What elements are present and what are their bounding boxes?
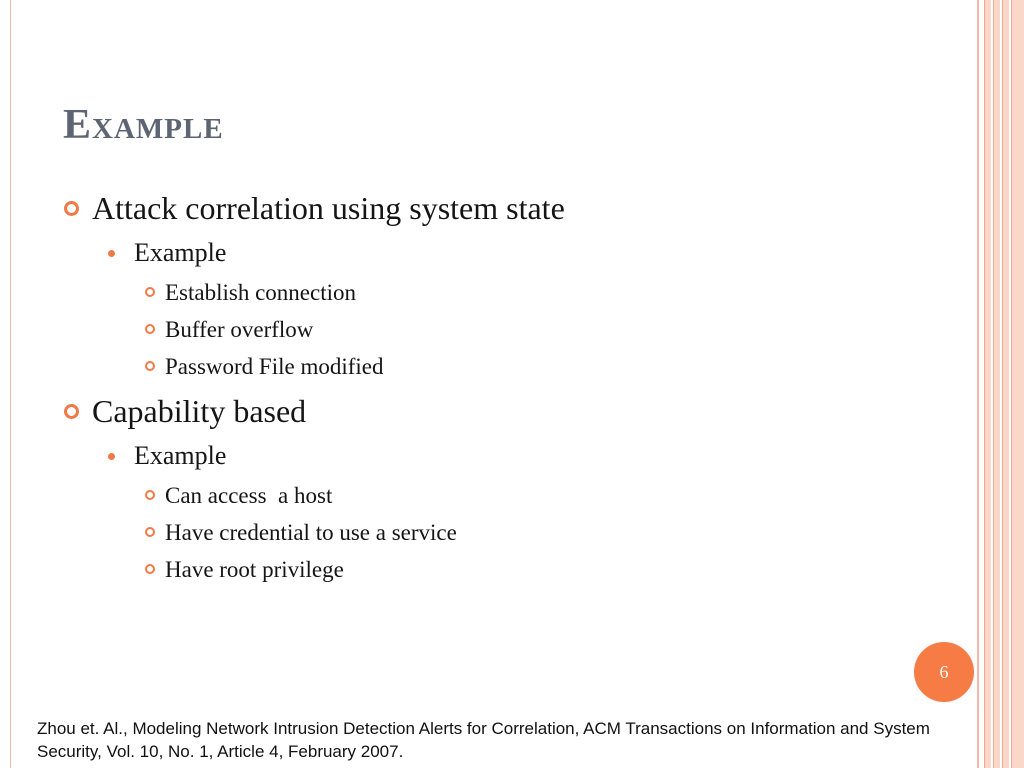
ring-bullet-icon — [64, 404, 79, 419]
right-border-line — [1002, 0, 1003, 768]
ring-bullet-icon — [64, 201, 79, 216]
bullet-level1: Capability based — [92, 393, 307, 429]
bullet-level3: Have credential to use a service — [165, 520, 457, 545]
bullet-level3: Have root privilege — [165, 557, 344, 582]
dot-bullet-icon — [108, 453, 115, 460]
right-border-line — [1011, 0, 1012, 768]
ring-bullet-icon — [145, 490, 155, 500]
dot-bullet-icon — [108, 250, 115, 257]
bullet-level1: Attack correlation using system state — [92, 190, 565, 226]
bullet-level3: Buffer overflow — [165, 317, 314, 342]
bullet-level3: Can access a host — [165, 483, 333, 508]
ring-bullet-icon — [145, 324, 155, 334]
bullet-level2: Example — [134, 238, 227, 267]
bullet-level3: Establish connection — [165, 280, 356, 305]
right-border-line — [984, 0, 985, 768]
right-border-band — [1003, 0, 1009, 768]
ring-bullet-icon — [145, 287, 155, 297]
right-border-line — [993, 0, 994, 768]
slide-title: Example — [63, 102, 224, 148]
left-border-line — [10, 0, 11, 768]
right-border-line — [977, 0, 979, 768]
right-border-band — [1012, 0, 1024, 768]
citation-footnote: Zhou et. Al., Modeling Network Intrusion Detection Alerts for Correlation, ACM Transactions on Information and System Security, Vol. 10, No. 1, Article 4, February 2007. — [37, 719, 930, 761]
bullet-level3: Password File modified — [165, 354, 384, 379]
ring-bullet-icon — [145, 527, 155, 537]
page-number-badge: 6 — [914, 642, 974, 702]
right-border-band — [994, 0, 1000, 768]
right-border-band — [985, 0, 991, 768]
bullet-level2: Example — [134, 441, 227, 470]
ring-bullet-icon — [145, 361, 155, 371]
ring-bullet-icon — [145, 564, 155, 574]
